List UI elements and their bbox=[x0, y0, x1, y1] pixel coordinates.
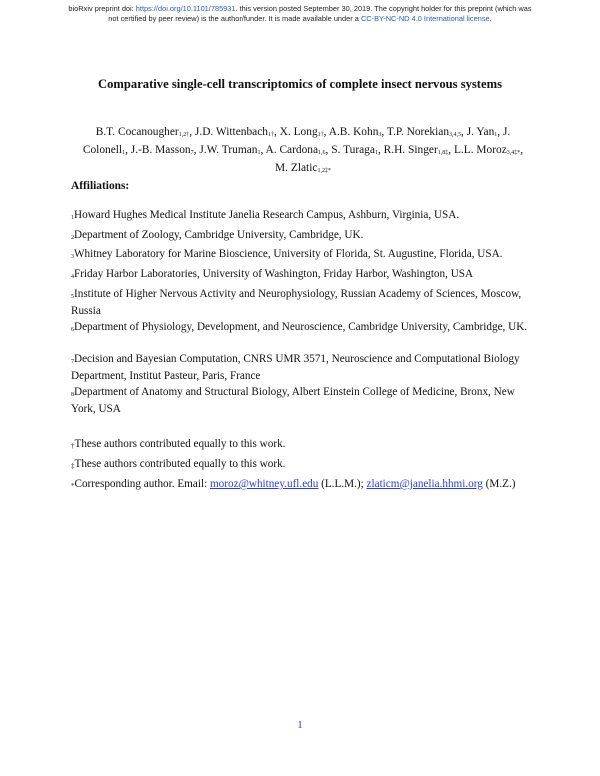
author-separator: , bbox=[520, 144, 524, 156]
author bbox=[467, 126, 503, 138]
affiliation-number: 8 bbox=[71, 392, 74, 398]
affiliation-8 bbox=[71, 385, 531, 417]
author-separator: , bbox=[125, 144, 131, 156]
affiliation-1 bbox=[71, 208, 531, 225]
note-double-dagger bbox=[71, 457, 531, 473]
author bbox=[266, 144, 332, 156]
note-text: (L.L.M.); bbox=[318, 478, 367, 490]
author-name: J.W. Truman bbox=[199, 144, 258, 156]
author-affiliation-marker: 1 bbox=[494, 132, 498, 138]
author-separator: , bbox=[381, 126, 387, 138]
author-separator: , bbox=[323, 126, 329, 138]
author-name: L.L. Moroz bbox=[453, 144, 507, 156]
affiliation-text: Department of Anatomy and Structural Biology, Albert Einstein College of Medicine, Bronx, New York, USA bbox=[71, 386, 515, 415]
author-affiliation-marker: 3 bbox=[378, 132, 382, 138]
author bbox=[275, 162, 331, 174]
notice-line-1 bbox=[0, 4, 600, 14]
affiliations-heading: Affiliations: bbox=[71, 180, 130, 192]
author bbox=[131, 144, 200, 156]
author-name: R.H. Singer bbox=[383, 144, 438, 156]
note-corresponding bbox=[71, 477, 531, 493]
author-affiliation-marker: 1† bbox=[267, 132, 274, 138]
star-symbol: * bbox=[71, 482, 75, 490]
author-name: B.T. Cocanougher bbox=[95, 126, 179, 138]
affiliation-text: Decision and Bayesian Computation, CNRS UMR 3571, Neuroscience and Computational Biology Department, Institut Pasteur, Paris, France bbox=[71, 353, 520, 382]
affiliation-4 bbox=[71, 267, 531, 284]
author bbox=[454, 144, 523, 156]
author-affiliation-marker: 1,2† bbox=[178, 132, 190, 138]
author-separator: , bbox=[189, 126, 195, 138]
author-affiliation-marker: 1† bbox=[317, 132, 324, 138]
author bbox=[387, 126, 467, 138]
author-affiliation-marker: 1 bbox=[257, 150, 261, 156]
author-separator: , bbox=[497, 126, 503, 138]
author-separator: , bbox=[193, 144, 200, 156]
notice-text: bioRxiv preprint doi: bbox=[68, 4, 136, 13]
author-affiliation-marker: 3,4‡* bbox=[506, 150, 521, 156]
author-list bbox=[78, 124, 528, 178]
affiliation-text: Department of Zoology, Cambridge University, Cambridge, UK. bbox=[74, 229, 364, 241]
email-link-moroz[interactable]: moroz@whitney.ufl.edu bbox=[209, 478, 319, 490]
author-affiliation-marker: 1 bbox=[122, 150, 126, 156]
license-link[interactable]: CC-BY-NC-ND 4.0 International license bbox=[360, 13, 490, 23]
affiliation-number: 2 bbox=[71, 235, 74, 241]
affiliation-text: Department of Physiology, Development, and Neuroscience, Cambridge University, Cambridge, UK. bbox=[74, 321, 528, 333]
page-number: 1 bbox=[297, 719, 303, 731]
author-affiliation-marker: 1,2‡* bbox=[317, 168, 331, 174]
author-affiliation-marker: 3,4,5 bbox=[449, 132, 462, 138]
author-separator: , bbox=[461, 126, 467, 138]
author-separator: , bbox=[325, 144, 332, 156]
author-name: J.-B. Masson bbox=[130, 144, 191, 156]
note-dagger bbox=[71, 437, 531, 453]
author-name: A. Cardona bbox=[265, 144, 319, 156]
author-affiliation-marker: 7 bbox=[190, 150, 194, 156]
author bbox=[331, 144, 383, 156]
note-text: Corresponding author. Email: bbox=[74, 478, 210, 490]
notice-line-2 bbox=[0, 14, 600, 24]
dagger-symbol: † bbox=[71, 442, 75, 450]
preprint-notice bbox=[0, 4, 600, 23]
author-name: S. Turaga bbox=[331, 144, 375, 156]
author-name: J.D. Wittenbach bbox=[194, 126, 268, 138]
note-text: (M.Z.) bbox=[482, 478, 516, 490]
email-link-zlatic[interactable]: zlaticm@janelia.hhmi.org bbox=[366, 478, 483, 490]
affiliation-number: 6 bbox=[71, 327, 74, 333]
author-separator: , bbox=[377, 144, 384, 156]
affiliation-text: Institute of Higher Nervous Activity and Neurophysiology, Russian Academy of Sciences, Moscow, Russia bbox=[71, 288, 522, 317]
author-name: T.P. Norekian bbox=[386, 126, 450, 138]
notice-text: not certified by peer review) is the author/funder. It is made available under a bbox=[108, 13, 361, 23]
affiliation-2 bbox=[71, 228, 531, 245]
author-separator: , bbox=[448, 144, 454, 156]
affiliation-text: Whitney Laboratory for Marine Bioscience, University of Florida, St. Augustine, Florida, USA. bbox=[74, 248, 503, 260]
author-separator: , bbox=[273, 126, 280, 138]
author-name: M. Zlatic bbox=[275, 162, 318, 174]
affiliation-number: 4 bbox=[71, 274, 74, 280]
affiliation-7 bbox=[71, 352, 531, 384]
affiliation-number: 1 bbox=[71, 215, 74, 221]
author-name: J. Colonell bbox=[82, 126, 511, 156]
author bbox=[96, 126, 195, 138]
paper-title: Comparative single-cell transcriptomics of complete insect nervous systems bbox=[98, 77, 502, 91]
affiliation-6 bbox=[71, 320, 531, 337]
author bbox=[329, 126, 387, 138]
affiliation-number: 5 bbox=[71, 294, 74, 300]
affiliation-3 bbox=[71, 247, 531, 264]
notice-text: . this version posted September 30, 2019. The copyright holder for this preprint (which was bbox=[235, 4, 532, 13]
author bbox=[195, 126, 280, 138]
doi-link[interactable]: https://doi.org/10.1101/785931 bbox=[135, 4, 236, 13]
author-name: J. Yan bbox=[466, 126, 495, 138]
author bbox=[199, 144, 265, 156]
author bbox=[280, 126, 329, 138]
double-dagger-symbol: ‡ bbox=[71, 462, 75, 470]
affiliation-number: 3 bbox=[71, 254, 74, 260]
affiliation-number: 7 bbox=[71, 359, 74, 365]
affiliation-text: Howard Hughes Medical Institute Janelia Research Campus, Ashburn, Virginia, USA. bbox=[74, 209, 460, 221]
note-text: These authors contributed equally to this work. bbox=[74, 438, 286, 450]
affiliation-text: Friday Harbor Laboratories, University of Washington, Friday Harbor, Washington, USA bbox=[74, 268, 474, 280]
author-name: X. Long bbox=[279, 126, 318, 138]
author-affiliation-marker: 1,8‡ bbox=[437, 150, 449, 156]
notice-text: . bbox=[489, 13, 492, 23]
note-text: These authors contributed equally to this work. bbox=[74, 458, 286, 470]
affiliation-5 bbox=[71, 287, 531, 319]
author-separator: , bbox=[260, 144, 266, 156]
author bbox=[384, 144, 454, 156]
author-affiliation-marker: 1,6 bbox=[318, 150, 326, 156]
author-name: A.B. Kohn bbox=[328, 126, 379, 138]
author-affiliation-marker: 1 bbox=[374, 150, 378, 156]
